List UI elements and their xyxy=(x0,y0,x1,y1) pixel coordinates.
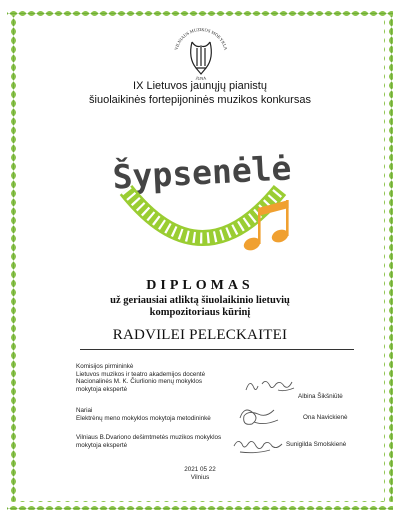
keyboard-smile xyxy=(126,190,280,238)
competition-title-line1: IX Lietuvos jaunųjų pianistų xyxy=(133,80,267,92)
members-block xyxy=(76,407,211,422)
member1-name: Ona Navickienė xyxy=(303,414,348,421)
svg-text:VILNIAUS MUZIKOS MOKYKLA: VILNIAUS MUZIKOS MOKYKLA xyxy=(173,26,229,51)
svg-text:JUNA: JUNA xyxy=(195,75,207,82)
school-seal-logo xyxy=(170,24,232,86)
member2-desc1: Vilniaus B.Dvariono dešimtmetės muzikos mokyklos xyxy=(76,434,222,441)
member2-signature xyxy=(230,434,284,456)
members-label: Nariai xyxy=(76,407,93,414)
diploma-heading: DIPLOMAS xyxy=(146,278,254,293)
issue-city: Vilnius xyxy=(190,474,210,481)
award-line1: už geriausiai atliktą šiuolaikinio lietuvių xyxy=(110,295,290,306)
chair-desc3: mokytoja ekspertė xyxy=(76,385,128,393)
chair-desc2: Nacionalinės M. K. Čiurlionio menų mokyklos xyxy=(76,378,202,386)
member1-desc: Elektrėnų meno mokyklos mokytoja metodininkė xyxy=(76,414,211,422)
competition-title-line2: šiuolaikinės fortepijoninės muzikos konkursas xyxy=(89,94,311,106)
member2-block xyxy=(76,434,221,449)
member1-signature xyxy=(234,404,282,428)
chair-signature xyxy=(244,374,300,396)
sypsenele-artwork xyxy=(104,128,300,260)
chair-block xyxy=(76,363,205,393)
chair-role: Komisijos pirmininkė xyxy=(76,363,134,370)
lyre-icon xyxy=(191,42,212,74)
chair-desc1: Lietuvos muzikos ir teatro akademijos docentė xyxy=(76,370,206,378)
recipient-name: RADVILEI PELECKAITEI xyxy=(112,327,288,343)
artwork-title: Šypsenėlė xyxy=(111,148,293,197)
member2-desc2: mokytoja ekspertė xyxy=(76,441,128,449)
member2-name: Sunigilda Smolskienė xyxy=(286,441,347,448)
recipient-underline xyxy=(80,349,354,350)
award-line2: kompozitoriaus kūrinį xyxy=(149,307,251,318)
issue-date: 2021 05 22 xyxy=(184,466,216,473)
chair-name: Albina Šikšniūtė xyxy=(298,393,343,400)
